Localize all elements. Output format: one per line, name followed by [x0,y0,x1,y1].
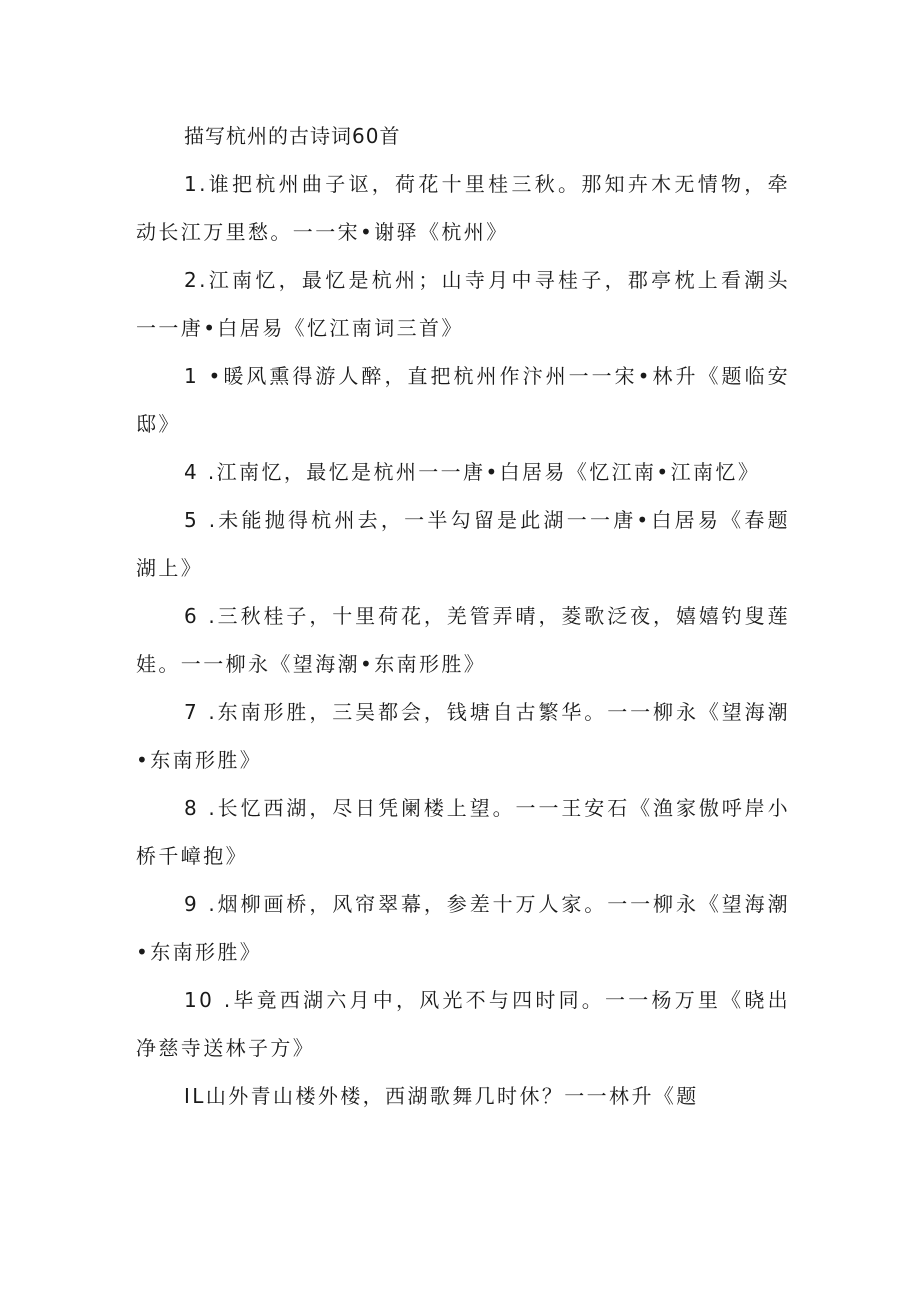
poem-item-10: 10 .毕竟西湖六月中，风光不与四时同。一一杨万里《晓出净慈寺送林子方》 [136,988,790,1060]
document-body [136,112,790,1120]
poem-item-9: 9 .烟柳画桥，风帘翠幕，参差十万人家。一一柳永《望海潮•东南形胜》 [136,892,790,964]
poem-item-1: 1.谁把杭州曲子讴，荷花十里桂三秋。那知卉木无情物，牵动长江万里愁。一一宋•谢驿《杭州》 [136,172,790,244]
poem-item-11: IL山外青山楼外楼，西湖歌舞几时休？一一林升《题 [184,1084,699,1108]
poem-item-5: 5 .未能抛得杭州去，一半勾留是此湖一一唐•白居易《春题湖上》 [136,508,790,580]
poem-item-2: 2.江南忆，最忆是杭州；山寺月中寻桂子，郡亭枕上看潮头一一唐•白居易《忆江南词三首》 [136,268,790,340]
poem-item-3: 1 •暖风熏得游人醉，直把杭州作汴州一一宋•林升《题临安邸》 [136,364,790,436]
poem-item-4: 4 .江南忆，最忆是杭州一一唐•白居易《忆江南•江南忆》 [184,460,761,484]
poem-item-7: 7 .东南形胜，三吴都会，钱塘自古繁华。一一柳永《望海潮•东南形胜》 [136,700,790,772]
document-title: 描写杭州的古诗词60首 [184,124,401,148]
poem-item-6: 6 .三秋桂子，十里荷花，羌管弄晴，菱歌泛夜，嬉嬉钓叟莲娃。一一柳永《望海潮•东南形胜》 [136,604,790,676]
poem-item-8: 8 .长忆西湖，尽日凭阑楼上望。一一王安石《渔家傲呼岸小桥千嶂抱》 [136,796,790,868]
